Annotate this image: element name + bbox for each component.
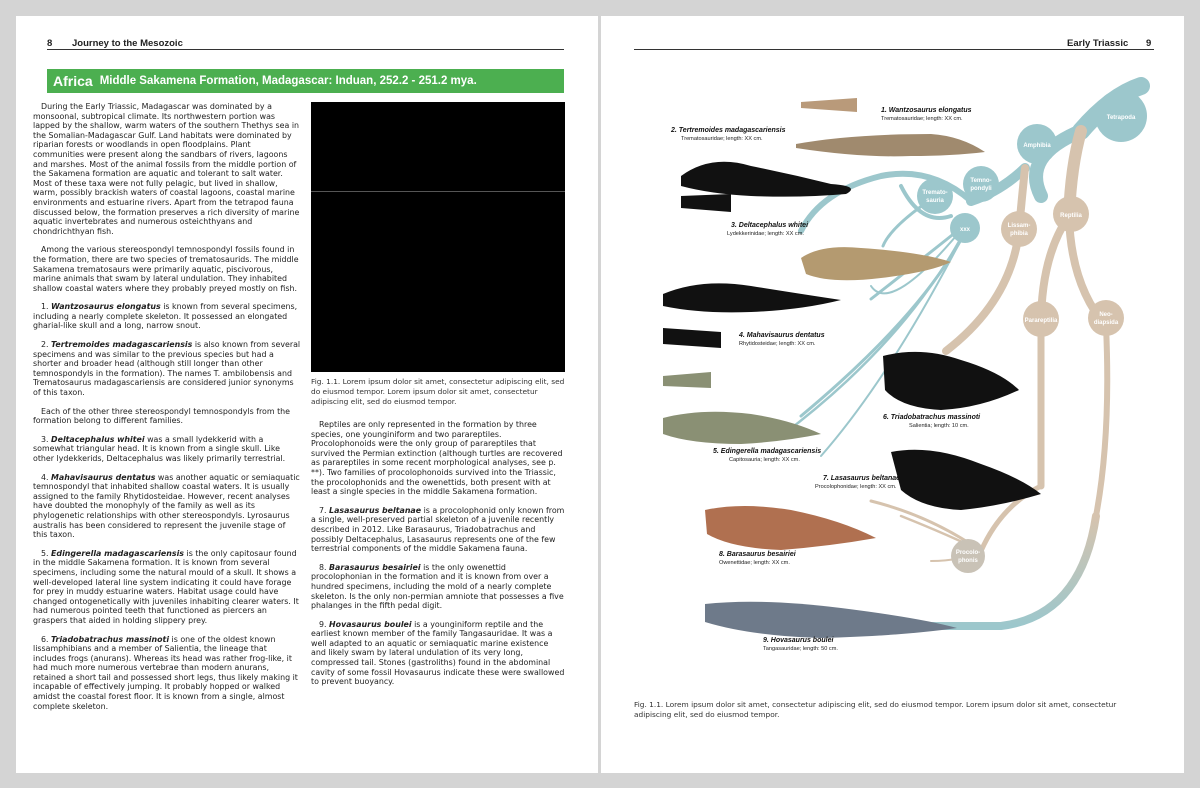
svg-text:xxx: xxx (959, 227, 971, 233)
species-entry: 7. Lasasaurus beltanae is a procolophonid only known from a single, well-preserved partial skeleton of a juvenile recently described in 2012. Like Barasaurus, Triadobatrachus and possibly Deltacephalus, Lasasaurus represents one of the few terrestrial components of the middle Sakamena fauna. (311, 505, 565, 554)
figure-caption: Fig. 1.1. Lorem ipsum dolor sit amet, consectetur adipiscing elit, sed do eiusmod tempor. Lorem ipsum dolor sit amet, consectetur adipiscing elit, sed do eiusmod tempor. (634, 700, 1117, 719)
running-title: Journey to the Mesozoic (72, 38, 183, 49)
mahavisaurus-skull-icon (663, 328, 721, 348)
tree-node-parareptilia (1023, 301, 1059, 337)
species-name: Edingerella madagascariensis (51, 548, 184, 558)
species-label-8: 8. Barasaurus besairiei (719, 551, 796, 558)
species-name: Triadobatrachus massinoti (51, 634, 170, 644)
species-entry: 1. Wantzosaurus elongatus is known from several specimens, including a nearly complete skeleton. It possessed an elongated gharial-like skull and a long, narrow snout. (33, 302, 298, 331)
species-entry: 9. Hovasaurus boulei is a younginiform reptile and the earliest known member of the family Tangasauridae. It was a well adapted to an aquatic or semiaquatic marine existence and likely swam by lateral undulation of its very long, compressed tail. Stones (gastroliths) found in the abdominal cavity of some fossil Hovasaurus indicate these were swallowed to prevent buoyancy. (311, 619, 565, 687)
left-page (16, 16, 598, 773)
species-label-3: 3. Deltacephalus whitei (731, 222, 809, 229)
tertremoides-skull-icon (681, 194, 731, 212)
species-label-9: 9. Hovasaurus boulei (763, 637, 834, 644)
wantzosaurus-skull-icon (801, 98, 857, 112)
species-sub-8: Owenettidae; length: XX cm. (719, 560, 790, 566)
figure-image (311, 102, 565, 372)
node-label-line1: Neo- (1099, 312, 1113, 318)
page-number: 9 (1146, 38, 1152, 49)
tree-node-amphibia (1017, 124, 1057, 164)
node-label-line2: pondyli (970, 186, 992, 192)
species-entry: 5. Edingerella madagascariensis is the only capitosaur found in the middle Sakamena formation. It is known from several specimens, including some the natural mould of a skull. It shows a well-developed lateral line system indicating it could have forage for prey in muddy estuarine waters. Habitat usage could have changed ontogenetically with juveniles inhabiting clearer waters. It had numerous pointed teeth that functioned as piercers an graspers that aided in holding slippery prey. (33, 548, 299, 625)
cladogram-figure (601, 16, 1184, 706)
tree-node-neodiapsida (1088, 300, 1124, 336)
species-name: Mahavisaurus dentatus (51, 472, 156, 482)
tree-node-temnospondyli (963, 166, 999, 202)
species-entry: 4. Mahavisaurus dentatus was another aquatic or semiaquatic temnospondyl that inhabited shallow coastal waters. It is usually assigned to the family Rhytidosteidae. However, recent analyses have doubted the monophyly of the family as well as its phylogenetic relationships with other stereospondyls. Lyrosaurus australis has been considered to represent the juvenile stage of this taxon. (33, 472, 300, 540)
banner-subtitle: Middle Sakamena Formation, Madagascar: Induan, 252.2 - 251.2 mya. (99, 75, 477, 87)
intro-paragraph: During the Early Triassic, Madagascar was dominated by a monsoonal, subtropical climate. Its northwestern portion was lapped by the shallow, warm waters of the southern Thethys sea in the Somalian-Madagascar Gulf. Land habitats were dominated by riparian forests or woodlands in open floodplains. Plant communities were present along the sandbars of rivers, lagoons and marshes. Most of the animal fossils from the middle portion of the Sakamena formation are aquatic and tolerant to salt water. Most of these taxa were not fully pelagic, but lived in shallow, warm, possibly brackish waters of coastal lagoons, coastal marine environments and estuarine rivers. Apart from the tetrapod fauna discussed below, the formation preserves a rich diversity of marine aquatic invertebrates and numerous osteichthyans and chondrichthyan fish. (33, 102, 300, 236)
reptile-paragraph: Reptiles are only represented in the formation by three species, one younginiform and two parareptiles. Procolophonoids were the only group of parareptiles that survived the Permian extinction (although turtles are recovered as parareptiles in some recent morphological analyses, see p. **). Two families of procolophonoids survived into the Triassic, the procolophonids and the owenettids, both present with at least a single species in the middle Sakamena formation. (311, 420, 563, 497)
species-label-2: 2. Tertremoides madagascariensis (671, 127, 786, 134)
species-sub-1: Trematosauridae; length: XX cm. (881, 116, 963, 122)
edingerella-icon (663, 412, 821, 444)
species-label-6: 6. Triadobatrachus massinoti (883, 414, 981, 421)
svg-text:Amphibia: Amphibia (1023, 143, 1051, 149)
species-name: Deltacephalus whitei (51, 434, 145, 444)
svg-text:Parareptilia: Parareptilia (1024, 318, 1058, 324)
tree-node-xxx (950, 213, 980, 243)
svg-text:Tetrapoda: Tetrapoda (1106, 115, 1136, 121)
species-sub-5: Capitosauria; length: XX cm. (729, 457, 800, 463)
node-label-line2: phonis (958, 558, 978, 564)
species-sub-2: Trematosauridae; length: XX cm. (681, 136, 763, 142)
figure-caption: Fig. 1.1. Lorem ipsum dolor sit amet, consectetur adipiscing elit, sed do eiusmod tempor. Lorem ipsum dolor sit amet, consectetur adipiscing elit, sed do eiusmod tempor. (311, 377, 565, 406)
page-number: 8 (47, 38, 53, 49)
species-name: Barasaurus besairiei (329, 562, 421, 572)
edingerella-skull-icon (663, 372, 711, 388)
node-label-line2: phibia (1010, 231, 1028, 237)
species-label-5: 5. Edingerella madagascariensis (713, 448, 822, 455)
species-entry: 2. Tertremoides madagascariensis is also known from several specimens and was similar to the previous species but had a shorter and broader head (although still longer than other temnospondyls in the formation). The names T. ambilobensis and Trematosaurus madagascariensis are considered junior synonyms of this taxon. (33, 340, 301, 398)
node-label-line2: diapsida (1093, 320, 1119, 326)
mahavisaurus-icon (663, 283, 841, 312)
tree-node-procolophonis (951, 539, 985, 573)
intro-paragraph: Among the various stereospondyl temnospondyl fossils found in the formation, there are two species of trematosaurids. The middle Sakamena trematosaurs were primarily aquatic, piscivorous, marine animals that swam by lateral undulation. They inhabited shallow coastal waters where they probably preyed mostly on fish. (33, 245, 299, 293)
species-label-7: 7. Lasasaurus beltanae (823, 475, 901, 482)
node-label-line2: sauria (926, 198, 944, 204)
species-sub-7: Procolophonidae; length: XX cm. (815, 484, 897, 490)
tertremoides-icon (681, 162, 851, 197)
right-page (601, 16, 1184, 773)
species-entry: 8. Barasaurus besairiei is the only owenettid procolophonian in the formation and it is known from over a hundred specimens, including the mold of a nearly complete skeleton. Is the only non-permian amniote that possesses a five phalanges in the fifth pedal digit. (311, 562, 564, 611)
species-name: Lasasaurus beltanae (329, 505, 422, 515)
species-sub-9: Tangasauridae; length: 50 cm. (763, 646, 838, 652)
species-name: Wantzosaurus elongatus (51, 302, 161, 312)
species-label-4: 4. Mahavisaurus dentatus (739, 332, 825, 339)
text-column-1 (33, 102, 301, 720)
bridge-paragraph: Each of the other three stereospondyl temnospondyls from the formation belong to different families. (33, 406, 291, 426)
hovasaurus-icon (705, 602, 957, 638)
running-title: Early Triassic (1067, 38, 1129, 49)
species-sub-3: Lydekkerinidae; length: XX cm. (727, 231, 804, 237)
species-sub-4: Rhytidosteidae; length: XX cm. (739, 341, 816, 347)
species-entry: 3. Deltacephalus whitei was a small lydekkerid with a somewhat triangular head. It is known from a single skull. Like other lydekkerids, Deltacephalus was likely primarily terrestrial. (33, 434, 286, 463)
header-rule (47, 49, 564, 50)
species-label-1: 1. Wantzosaurus elongatus (881, 107, 972, 114)
barasaurus-icon (705, 506, 876, 550)
tree-node-lissamphibia (1001, 211, 1037, 247)
node-label-line1: Procolo- (955, 550, 981, 556)
hovasaurus-branch (901, 516, 1096, 626)
triadobatrachus-icon (883, 352, 1019, 410)
wantzosaurus-icon (796, 134, 985, 156)
species-entry: 6. Triadobatrachus massinoti is one of the oldest known lissamphibians and a member of Salientia, the lineage that includes frogs (anurans). Whereas its head was rather frog-like, it had much more numerous vertebrae than modern anurans, retained a short tail and possessed short legs, thus likely making it incapable of effectively jumping. It probably hopped or walked amidst the coastal forest floor. It is known from a single, almost complete skeleton. (33, 634, 298, 711)
node-label-line1: Temno- (970, 178, 992, 184)
species-name: Hovasaurus boulei (329, 619, 412, 629)
node-label-line1: Tremato- (922, 190, 948, 196)
tree-node-tetrapoda (1095, 90, 1147, 142)
svg-text:Reptilia: Reptilia (1060, 213, 1082, 219)
text-column-2 (311, 420, 565, 696)
tree-node-reptilia (1053, 196, 1089, 232)
species-sub-6: Salientia; length: 10 cm. (909, 423, 969, 429)
section-banner (47, 69, 564, 93)
species-name: Tertremoides madagascariensis (51, 340, 193, 350)
node-label-line1: Lissam- (1007, 223, 1031, 229)
tree-node-trematosauria (917, 178, 953, 214)
banner-region: Africa (53, 73, 93, 89)
